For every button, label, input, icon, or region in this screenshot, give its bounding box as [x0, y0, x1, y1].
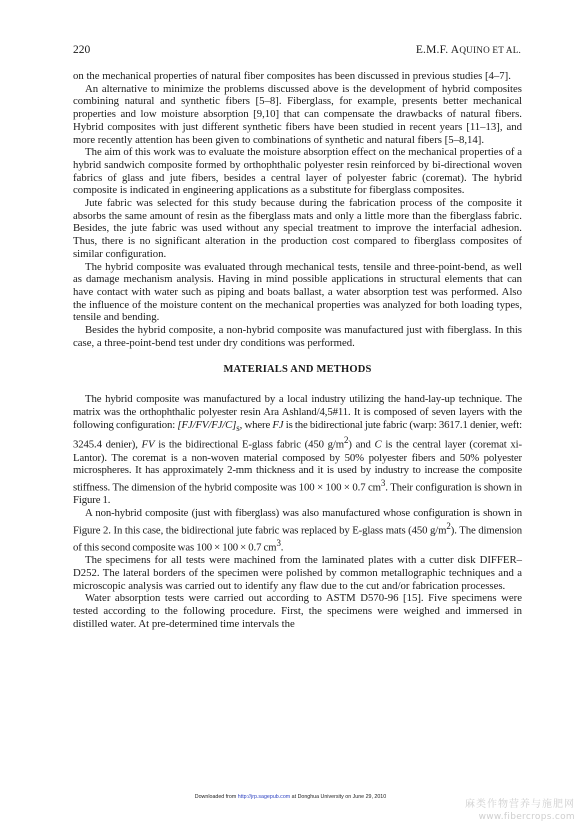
running-head-initials: E.M.F. A: [415, 44, 460, 56]
paragraph-5: The hybrid composite was evaluated through mechanical tests, tensile and three-point-bend, as well as damage mechanism analysis. Having in mind possible applications in structural elements that can have contact with water such as piping and boats ballast, a water absorption test was performed. Also the influence of the moisture content on the mechanical properties was analyzed for both loading types, tensile and bending.: [73, 260, 522, 324]
paragraph-2: An alternative to minimize the problems discussed above is the development of hybrid composites combining natural and synthetic fibers [5–8]. Fiberglass, for example, presents better mechanical properties and low moisture absorption [9,10] that can compensate the drawbacks of natural fibers. Hybrid composites with just different synthetic fibers have been studied in recent years [11–13], and more recently attention has been given to combinations of synthetic and natural fibers [5–8,14].: [73, 82, 522, 146]
paragraph-10: Water absorption tests were carried out according to ASTM D570-96 [15]. Five specimens were tested according to the following procedure. First, the specimens were weighed and immersed in distilled water. At pre-determined time intervals the: [73, 592, 522, 630]
p7-text-f: is the central layer (coremat xi-Lantor). The coremat is a non-woven material composed by 50% polyester fibers and 50% polyester microspheres. It has approximately 2-mm thickness and it is used by industry to increase the composite stiffness. The dimension of the hybrid composite was 100 × 100 × 0.7 cm: [73, 439, 522, 494]
p8-text-c: .: [280, 541, 284, 554]
page-number: 220: [73, 44, 91, 56]
watermark: [465, 799, 575, 823]
paragraph-4: Jute fabric was selected for this study because during the fabrication process of the composite it absorbs the same amount of resin as the fiberglass mats and only a little more than the fiberglass fabric. Besides, the jute fabric was used without any special treatment to improve the interfacial adhesion. Thus, there is no significant alteration in the production cost compared to fiberglass composites of similar configuration.: [73, 197, 522, 260]
p8-sup-2: 3: [276, 538, 281, 549]
var-c: C: [374, 439, 382, 451]
p8-sup-1: 2: [446, 520, 451, 531]
section-heading: MATERIALS AND METHODS: [223, 364, 372, 376]
paragraph-1: on the mechanical properties of natural fiber composites has been discussed in previous studies [4–7].: [73, 70, 511, 82]
p7-text-e: ) and: [348, 439, 375, 451]
p7-text-b: , where: [239, 418, 273, 431]
p7-sup-2: 3: [380, 478, 386, 489]
var-fv: FV: [141, 439, 155, 451]
config-subscript: s: [236, 422, 240, 433]
watermark-title: 麻类作物营养与施肥网: [465, 799, 575, 810]
watermark-url: www.fibercrops.com: [478, 812, 575, 822]
paragraph-6: Besides the hybrid composite, a non-hybrid composite was manufactured just with fiberglass. In this case, a three-point-bend test under dry conditions was performed.: [73, 324, 522, 349]
p7-text-g: . Their configuration is shown in Figure 1.: [73, 481, 522, 507]
footer-suffix: at Donghua University on June 29, 2010: [290, 794, 387, 800]
running-head: [416, 44, 521, 56]
paragraph-8: [73, 507, 522, 554]
p8-text-a: A non-hybrid composite (just with fiberglass) was also manufactured whose configuration is shown in Figure 2. In this case, the bidirectional jute fabric was replaced by E-glass mats (450 g/m: [73, 507, 522, 537]
layer-configuration: [FJ/FV/FJ/C]: [177, 418, 237, 431]
footer-prefix: Downloaded from: [194, 794, 238, 800]
article-body: [73, 70, 522, 631]
running-head-smallcaps: QUINO ET AL.: [459, 45, 521, 55]
p7-text-c: is the bidirectional jute fabric (warp: 3617.1 denier, weft: 3245.4 denier),: [73, 418, 522, 451]
paragraph-7: [73, 393, 522, 507]
p7-sup-1: 2: [344, 435, 349, 446]
paragraph-9: The specimens for all tests were machined from the laminated plates with a cutter disk DIFFER–D252. The lateral borders of the specimen were polished by common metallographic techniques and a microscopic analysis was carried out to identify any flaw due to the cut and/or fabrication processes.: [73, 554, 522, 592]
var-fj: FJ: [272, 418, 284, 431]
p7-text-d: is the bidirectional E-glass fabric (450 g/m: [154, 439, 345, 451]
footer-link[interactable]: http://jrp.sagepub.com: [237, 794, 291, 800]
p7-text-a: The hybrid composite was manufactured by a local industry utilizing the hand-lay-up technique. The matrix was the orthophthalic polyester resin Ara Ashland/4,5#11. It is composed of seven layers with the following configuration:: [73, 393, 522, 431]
p8-text-b: ). The dimension of this second composite was 100 × 100 × 0.7 cm: [73, 524, 522, 554]
paragraph-3: The aim of this work was to evaluate the moisture absorption effect on the mechanical properties of a hybrid sandwich composite formed by orthophthalic polyester resin reinforced by bi-directional woven fabrics of glass and jute fibers, besides a central layer of polyester fabric (coremat). The hybrid composite is indicated in engineering applications as a substitute for fiberglass composites.: [73, 146, 522, 197]
